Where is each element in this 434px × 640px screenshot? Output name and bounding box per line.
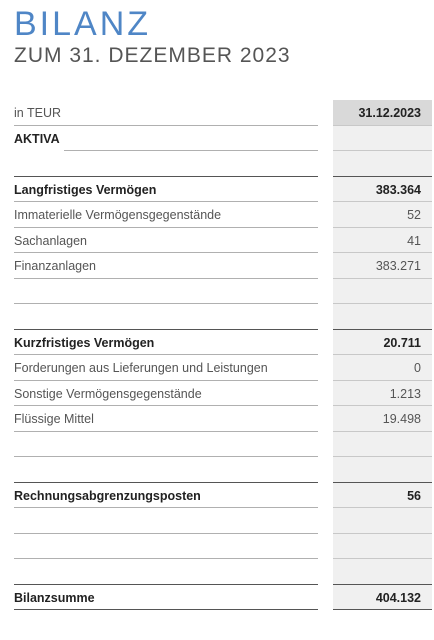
table-row: [0, 355, 434, 381]
table-row: [0, 202, 434, 228]
row-value: 41: [333, 228, 432, 254]
subtotal-value: 20.711: [333, 330, 432, 356]
spacer-row: [0, 457, 434, 483]
rap-value: 56: [333, 483, 432, 509]
subtotal-label: Kurzfristiges Vermögen: [14, 330, 318, 356]
row-value: 52: [333, 202, 432, 228]
section-label: AKTIVA: [14, 131, 60, 146]
page-subtitle: ZUM 31. DEZEMBER 2023: [14, 44, 291, 67]
row-label: Forderungen aus Lieferungen und Leistungen: [14, 355, 318, 381]
row-value: 1.213: [333, 381, 432, 407]
spacer-row: [0, 508, 434, 534]
page-title: BILANZ: [14, 5, 152, 43]
table-header-row: [0, 100, 434, 126]
rap-row: [0, 483, 434, 509]
table-row: [0, 253, 434, 279]
spacer-row: [0, 151, 434, 177]
subtotal-value: 383.364: [333, 177, 432, 203]
row-value: 19.498: [333, 406, 432, 432]
row-label: Flüssige Mittel: [14, 406, 318, 432]
empty-cell: [333, 126, 432, 152]
spacer-row: [0, 534, 434, 560]
spacer-row: [0, 304, 434, 330]
spacer-row: [0, 279, 434, 305]
rap-label: Rechnungsabgrenzungsposten: [14, 483, 318, 509]
total-label: Bilanzsumme: [14, 585, 318, 611]
balance-sheet-table: [0, 100, 434, 610]
table-row: [0, 406, 434, 432]
table-row: [0, 228, 434, 254]
total-row: [0, 585, 434, 611]
date-column-header: 31.12.2023: [333, 100, 432, 126]
section-row-aktiva: [0, 126, 434, 152]
subtotal-row-langfristig: [0, 177, 434, 203]
row-label: Finanzanlagen: [14, 253, 318, 279]
spacer-row: [0, 559, 434, 585]
spacer-row: [0, 432, 434, 458]
row-label: Sonstige Vermögensgegenstände: [14, 381, 318, 407]
subtotal-row-kurzfristig: [0, 330, 434, 356]
subtotal-label: Langfristiges Vermögen: [14, 177, 318, 203]
total-value: 404.132: [333, 585, 432, 611]
row-value: 383.271: [333, 253, 432, 279]
row-value: 0: [333, 355, 432, 381]
row-label: Sachanlagen: [14, 228, 318, 254]
table-row: [0, 381, 434, 407]
unit-label: in TEUR: [14, 100, 318, 126]
row-label: Immaterielle Vermögensgegenstände: [14, 202, 318, 228]
